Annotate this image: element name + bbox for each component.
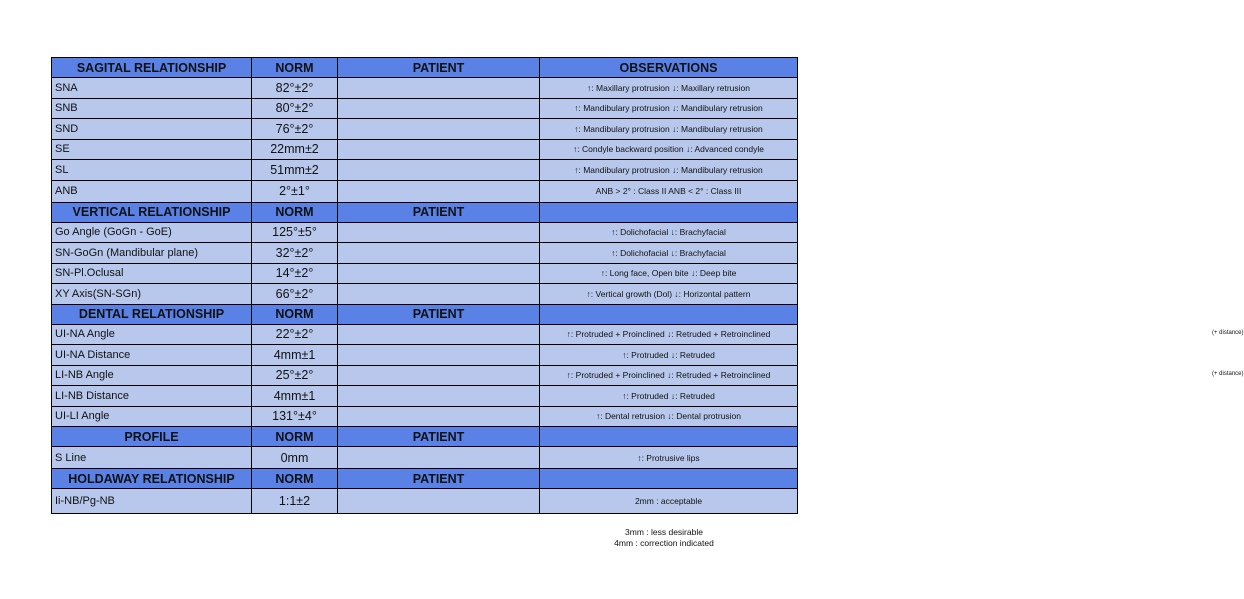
norm-value: 51mm±2: [252, 160, 338, 181]
norm-value: 2°±1°: [252, 180, 338, 202]
observation-text: ↑: Protruded + Proinclined ↓: Retruded + Retroinclined: [566, 329, 771, 340]
measurement-label: UI-NA Distance: [52, 345, 252, 366]
norm-value: 32°±2°: [252, 243, 338, 264]
patient-value-cell[interactable]: [338, 447, 540, 469]
measurement-label: LI-NB Angle: [52, 365, 252, 386]
observation-cell: [540, 284, 798, 305]
measurement-label: LI-NB Distance: [52, 386, 252, 407]
observation-cell: [540, 98, 798, 119]
norm-value: 4mm±1: [252, 386, 338, 407]
patient-value-cell[interactable]: [338, 324, 540, 345]
table-row: [52, 365, 798, 386]
patient-header: PATIENT: [338, 304, 540, 324]
section-header-row: [52, 58, 798, 78]
measurement-label: SL: [52, 160, 252, 181]
measurement-label: SNA: [52, 78, 252, 99]
patient-value-cell[interactable]: [338, 263, 540, 284]
patient-value-cell[interactable]: [338, 489, 540, 514]
patient-value-cell[interactable]: [338, 98, 540, 119]
observation-cell: [540, 243, 798, 264]
patient-header: PATIENT: [338, 58, 540, 78]
cephalometric-table: [51, 57, 1244, 514]
patient-header: PATIENT: [338, 427, 540, 447]
norm-value: 4mm±1: [252, 345, 338, 366]
observation-text: ↑: Vertical growth (Dol) ↓: Horizontal pattern: [586, 288, 751, 299]
cephalometric-table-container: [51, 57, 1244, 514]
norm-value: 125°±5°: [252, 222, 338, 243]
observations-header: [540, 427, 798, 447]
measurement-label: S Line: [52, 447, 252, 469]
norm-header: NORM: [252, 427, 338, 447]
table-row: [52, 386, 798, 407]
section-title: HOLDAWAY RELATIONSHIP: [52, 469, 252, 489]
observations-header: [540, 202, 798, 222]
observation-text: ↑: Protruded + Proinclined ↓: Retruded + Retroinclined: [566, 370, 771, 381]
observation-text: ↑: Condyle backward position ↓: Advanced condyle: [573, 144, 764, 155]
section-title: DENTAL RELATIONSHIP: [52, 304, 252, 324]
norm-value: 131°±4°: [252, 406, 338, 427]
norm-value: 14°±2°: [252, 263, 338, 284]
section-title: PROFILE: [52, 427, 252, 447]
observations-header: [540, 304, 798, 324]
norm-value: 76°±2°: [252, 119, 338, 140]
norm-header: NORM: [252, 202, 338, 222]
table-row: [52, 489, 798, 514]
observation-cell: [540, 386, 798, 407]
measurement-label: Go Angle (GoGn - GoE): [52, 222, 252, 243]
footnote-line-1: 3mm : less desirable: [625, 527, 703, 537]
observation-text: ↑: Long face, Open bite ↓: Deep bite: [600, 268, 737, 279]
table-row: [52, 160, 798, 181]
section-header-row: [52, 304, 798, 324]
table-row: [52, 447, 798, 469]
observation-cell: [540, 139, 798, 160]
table-row: [52, 243, 798, 264]
observation-cell: [540, 263, 798, 284]
patient-header: PATIENT: [338, 202, 540, 222]
table-row: [52, 180, 798, 202]
patient-value-cell[interactable]: [338, 284, 540, 305]
observation-text: ↑: Protrusive lips: [637, 452, 700, 463]
observation-text: ↑: Protruded ↓: Retruded: [622, 390, 715, 401]
patient-value-cell[interactable]: [338, 365, 540, 386]
norm-value: 25°±2°: [252, 365, 338, 386]
observation-text: ↑: Protruded ↓: Retruded: [622, 349, 715, 360]
norm-value: 22mm±2: [252, 139, 338, 160]
norm-header: NORM: [252, 469, 338, 489]
norm-header: NORM: [252, 58, 338, 78]
patient-header: PATIENT: [338, 469, 540, 489]
observation-cell: [540, 222, 798, 243]
holdaway-footnote: [538, 527, 790, 549]
norm-value: 1:1±2: [252, 489, 338, 514]
measurement-label: SND: [52, 119, 252, 140]
observation-cell: [540, 345, 798, 366]
observation-text: ↑: Mandibulary protrusion ↓: Mandibulary retrusion: [574, 164, 763, 175]
table-row: [52, 345, 798, 366]
observation-cell: [540, 180, 798, 202]
norm-value: 22°±2°: [252, 324, 338, 345]
norm-value: 66°±2°: [252, 284, 338, 305]
table-row: [52, 222, 798, 243]
observation-text: 2mm : acceptable: [634, 496, 703, 506]
observation-cell: [540, 324, 1244, 345]
observation-text: ↑: Mandibulary protrusion ↓: Mandibulary retrusion: [574, 123, 763, 134]
measurement-label: Ii-NB/Pg-NB: [52, 489, 252, 514]
patient-value-cell[interactable]: [338, 345, 540, 366]
norm-value: 82°±2°: [252, 78, 338, 99]
measurement-label: UI-LI Angle: [52, 406, 252, 427]
measurement-label: SNB: [52, 98, 252, 119]
norm-value: 0mm: [252, 447, 338, 469]
patient-value-cell[interactable]: [338, 243, 540, 264]
distance-note: (+ distance): [1212, 329, 1244, 336]
observation-text: ↑: Mandibulary protrusion ↓: Mandibulary retrusion: [574, 103, 763, 114]
patient-value-cell[interactable]: [338, 222, 540, 243]
observation-cell: [540, 406, 798, 427]
observation-text: ↑: Dental retrusion ↓: Dental protrusion: [595, 411, 742, 422]
measurement-label: ANB: [52, 180, 252, 202]
section-title: VERTICAL RELATIONSHIP: [52, 202, 252, 222]
observation-cell: [540, 119, 798, 140]
observation-text: ↑: Maxillary protrusion ↓: Maxillary retrusion: [587, 82, 750, 93]
norm-header: NORM: [252, 304, 338, 324]
section-header-row: [52, 202, 798, 222]
measurement-label: UI-NA Angle: [52, 324, 252, 345]
table-row: [52, 78, 798, 99]
table-row: [52, 406, 798, 427]
measurement-label: XY Axis(SN-SGn): [52, 284, 252, 305]
distance-note: (+ distance): [1212, 370, 1244, 377]
table-row: [52, 284, 798, 305]
patient-value-cell[interactable]: [338, 139, 540, 160]
footnote-line-2: 4mm : correction indicated: [614, 538, 714, 548]
patient-value-cell[interactable]: [338, 180, 540, 202]
measurement-label: SN-Pl.Oclusal: [52, 263, 252, 284]
patient-value-cell[interactable]: [338, 406, 540, 427]
section-header-row: [52, 469, 798, 489]
patient-value-cell[interactable]: [338, 78, 540, 99]
table-row: [52, 119, 798, 140]
norm-value: 80°±2°: [252, 98, 338, 119]
measurement-label: SN-GoGn (Mandibular plane): [52, 243, 252, 264]
observation-cell: [540, 365, 1244, 386]
observation-cell: [540, 160, 798, 181]
table-row: [52, 263, 798, 284]
observation-text: ↑: Dolichofacial ↓: Brachyfacial: [611, 227, 726, 238]
observations-header: [540, 469, 798, 489]
patient-value-cell[interactable]: [338, 160, 540, 181]
measurement-label: SE: [52, 139, 252, 160]
patient-value-cell[interactable]: [338, 119, 540, 140]
table-row: [52, 98, 798, 119]
observations-header: OBSERVATIONS: [540, 58, 798, 78]
observation-cell: [540, 78, 798, 99]
patient-value-cell[interactable]: [338, 386, 540, 407]
observation-text: ↑: Dolichofacial ↓: Brachyfacial: [611, 247, 726, 258]
section-title: SAGITAL RELATIONSHIP: [52, 58, 252, 78]
observation-cell: [540, 447, 798, 469]
observation-cell: [540, 489, 798, 514]
table-row: [52, 139, 798, 160]
section-header-row: [52, 427, 798, 447]
observation-text: ANB > 2° : Class II ANB < 2° : Class III: [595, 186, 742, 196]
table-row: [52, 324, 798, 345]
